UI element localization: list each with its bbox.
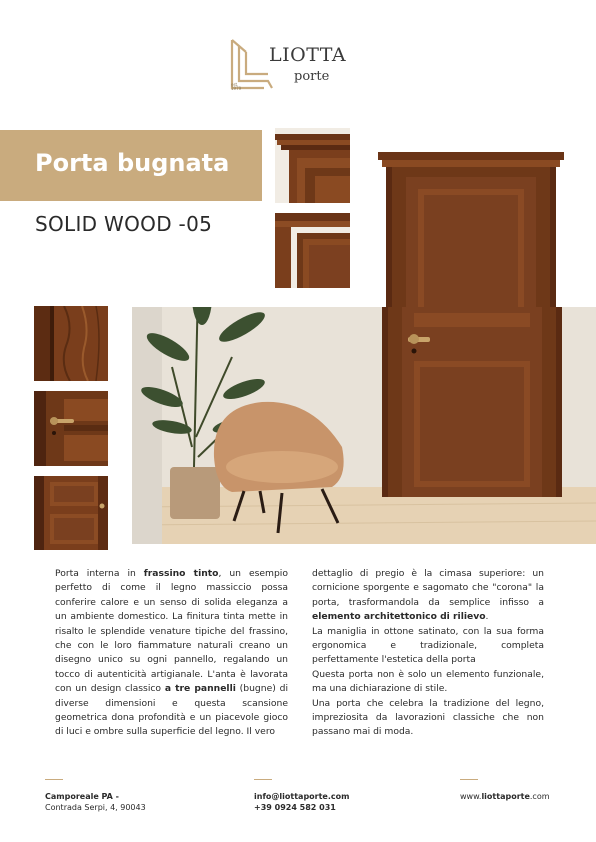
description-left bbox=[55, 567, 288, 740]
address-line1: Camporeale PA - bbox=[45, 792, 119, 801]
description-right bbox=[312, 567, 544, 740]
description-text: Porta interna in bbox=[55, 568, 144, 579]
thumb-handle-detail bbox=[34, 391, 108, 466]
web-domain: liottaporte bbox=[481, 792, 530, 801]
web-prefix: www. bbox=[460, 792, 482, 801]
footer-rule-center bbox=[254, 779, 272, 780]
thumb-frame-detail bbox=[275, 213, 350, 288]
brand-logo bbox=[228, 38, 378, 96]
description-text: (bugne) di diverse dimensioni e questa scansione geometrica dona profondità e un piacevole gioco di luci e ombre sulla superficie del legno. Il vero bbox=[55, 683, 288, 738]
door-upper bbox=[378, 152, 564, 307]
description-emphasis: a tre pannelli bbox=[164, 683, 236, 695]
logo-subtitle: porte bbox=[294, 69, 330, 84]
thumb-door-detail bbox=[34, 476, 108, 550]
description-emphasis: frassino tinto bbox=[143, 568, 219, 579]
description-text: , un esempio perfetto di come il legno massiccio possa conferire calore e un senso di solida eleganza a un ambiente domestico. La finitura tinta mette in risalto le splendide venature tipiche del frassino, che con le loro fiammature naturali creano un disegno unico su ogni pannello, regalando un tocco di autenticità artigianale. L'anta è lavorata con un design classico bbox=[55, 568, 288, 695]
description-text: . bbox=[485, 611, 489, 623]
address-line2: Contrada Serpi, 4, 90043 bbox=[45, 803, 146, 812]
model-name: SOLID WOOD -05 bbox=[35, 212, 213, 236]
footer-contact bbox=[254, 791, 349, 813]
footer-phone[interactable]: +39 0924 582 031 bbox=[254, 803, 336, 812]
title-band bbox=[0, 130, 262, 201]
description-text: Questa porta non è solo un elemento funzionale, ma una dichiarazione di stile. bbox=[312, 668, 544, 695]
web-suffix: .com bbox=[529, 792, 550, 801]
thumb-grain-detail bbox=[34, 306, 108, 381]
footer-address bbox=[45, 791, 146, 813]
thumb-crown-detail bbox=[275, 128, 350, 203]
footer-website[interactable] bbox=[460, 791, 550, 802]
hero-photo bbox=[132, 307, 596, 544]
description-emphasis: elemento architettonico di rilievo bbox=[312, 611, 486, 623]
description-text: La maniglia in ottone satinato, con la sua forma ergonomica e tradizionale, completa perfettamente l'estetica della porta bbox=[312, 625, 544, 666]
footer-rule-left bbox=[45, 779, 63, 780]
logo-brand: LIOTTA bbox=[269, 44, 347, 66]
page-title: Porta bugnata bbox=[35, 149, 230, 177]
footer-rule-right bbox=[460, 779, 478, 780]
logo-est: est. 1979 bbox=[231, 82, 242, 91]
footer-email[interactable]: info@liottaporte.com bbox=[254, 792, 350, 801]
description-text: Una porta che celebra la tradizione del legno, impreziosita da lavorazioni classiche che non passano mai di moda. bbox=[312, 697, 544, 738]
description-text: dettaglio di pregio è la cimasa superiore: un cornicione sporgente e sagomato che "corona" la porta, trasformandola da semplice infisso a bbox=[312, 568, 544, 608]
